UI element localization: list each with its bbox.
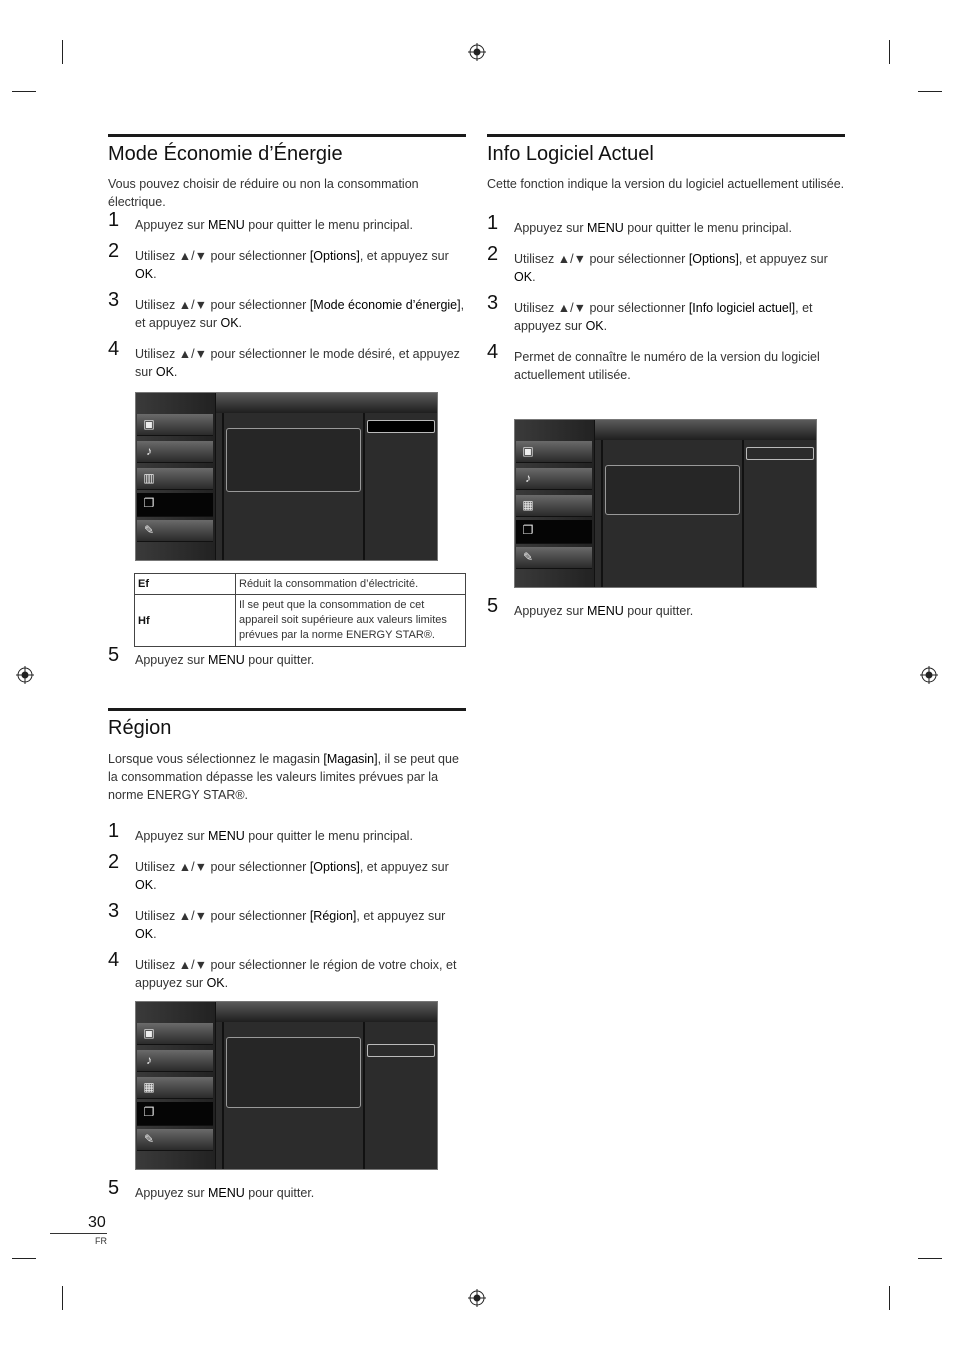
registration-mark-icon — [920, 666, 938, 684]
section-energy-saving — [108, 134, 466, 381]
step-5: 5 Appuyez sur MENU pour quitter. — [108, 1177, 315, 1200]
step-5: 5 Appuyez sur MENU pour quitter. — [487, 595, 694, 618]
registration-mark-icon — [16, 666, 34, 684]
section-software-info — [487, 134, 845, 384]
step-5: 5 Appuyez sur MENU pour quitter. — [108, 644, 315, 667]
step-number: 1 — [108, 820, 120, 842]
step-number: 5 — [108, 1177, 120, 1199]
page-number: 30 — [88, 1214, 106, 1231]
menu-divider — [601, 440, 603, 587]
language-icon: ✎ — [143, 1132, 155, 1146]
step-number: 4 — [108, 949, 120, 971]
sound-icon: ♪ — [525, 471, 531, 485]
menu-category-column — [515, 420, 595, 587]
step-number: 2 — [487, 243, 499, 265]
registration-mark-icon — [468, 43, 486, 61]
step-number: 3 — [108, 900, 120, 922]
step-number: 2 — [108, 240, 120, 262]
step-3: 3 Utilisez ▲/▼ pour sélectionner [Mode économie d’énergie], et appuyez sur OK. — [108, 289, 465, 330]
crop-mark — [62, 40, 63, 64]
menu-content-panel — [226, 428, 361, 492]
table-cell-desc: Réduit la consommation d’électricité. — [236, 574, 466, 595]
crop-mark — [918, 91, 942, 92]
menu-item-picture — [137, 1023, 213, 1045]
section-title: Info Logiciel Actuel — [487, 134, 845, 166]
step-number: 5 — [108, 644, 120, 666]
step-3: 3 Utilisez ▲/▼ pour sélectionner [Région], et appuyez sur OK. — [108, 900, 446, 941]
intro-text: Lorsque vous sélectionnez le magasin [Magasin], il se peut que la consommation dépasse les valeurs limites prévues par la norme ENERGY STAR®. — [108, 752, 459, 802]
step-number: 1 — [108, 209, 120, 231]
language-code: FR — [95, 1236, 107, 1246]
menu-category-column — [136, 1002, 216, 1169]
setup-icon: ▥ — [143, 471, 155, 485]
sound-icon: ♪ — [146, 444, 152, 458]
picture-icon: ▣ — [143, 417, 155, 431]
options-table — [134, 573, 466, 647]
menu-category-column — [136, 393, 216, 560]
crop-mark — [12, 1258, 36, 1259]
step-number: 4 — [487, 341, 499, 363]
step-1: 1 Appuyez sur MENU pour quitter le menu principal. — [487, 212, 792, 235]
menu-content-panel — [605, 465, 740, 515]
setup-icon: ▦ — [143, 1080, 155, 1094]
menu-content-panel — [226, 1037, 361, 1108]
menu-divider — [363, 1022, 365, 1169]
step-2: 2 Utilisez ▲/▼ pour sélectionner [Options], et appuyez sur OK. — [487, 243, 828, 284]
menu-item-options — [137, 493, 213, 517]
menu-item-options — [137, 1102, 213, 1126]
intro-text: Cette fonction indique la version du logiciel actuellement utilisée. — [487, 177, 845, 191]
crop-mark — [62, 1286, 63, 1310]
step-number: 3 — [487, 292, 499, 314]
menu-divider — [742, 440, 744, 587]
menu-divider — [363, 413, 365, 560]
step-1: 1 Appuyez sur MENU pour quitter le menu principal. — [108, 209, 413, 232]
options-icon: ❐ — [143, 1105, 155, 1119]
menu-item-setup — [137, 1077, 213, 1099]
step-number: 1 — [487, 212, 499, 234]
picture-icon: ▣ — [143, 1026, 155, 1040]
crop-mark — [918, 1258, 942, 1259]
step-4: 4 Permet de connaître le numéro de la version du logiciel actuellement utilisée. — [487, 341, 820, 382]
page-number-rule — [50, 1233, 107, 1234]
step-number: 4 — [108, 338, 120, 360]
language-icon: ✎ — [522, 550, 534, 564]
menu-divider — [222, 413, 224, 560]
registration-mark-icon — [468, 1289, 486, 1307]
step-number: 2 — [108, 851, 120, 873]
menu-item-picture — [137, 414, 213, 436]
menu-item-language — [137, 520, 213, 542]
menu-screenshot — [514, 419, 817, 588]
crop-mark — [12, 91, 36, 92]
sound-icon: ♪ — [146, 1053, 152, 1067]
crop-mark — [889, 1286, 890, 1310]
menu-option — [367, 1044, 435, 1057]
menu-item-sound — [137, 441, 213, 463]
menu-screenshot — [135, 392, 438, 561]
picture-icon: ▣ — [522, 444, 534, 458]
table-row — [135, 574, 466, 595]
menu-option-selected — [367, 420, 435, 433]
menu-item-sound — [137, 1050, 213, 1072]
menu-item-language — [516, 547, 592, 569]
language-icon: ✎ — [143, 523, 155, 537]
menu-item-setup — [137, 468, 213, 490]
step-4: 4 Utilisez ▲/▼ pour sélectionner le région de votre choix, et appuyez sur OK. — [108, 949, 457, 990]
menu-item-picture — [516, 441, 592, 463]
step-number: 3 — [108, 289, 120, 311]
menu-option — [746, 447, 814, 460]
menu-item-sound — [516, 468, 592, 490]
step-number: 5 — [487, 595, 499, 617]
table-row — [135, 595, 466, 647]
step-1: 1 Appuyez sur MENU pour quitter le menu principal. — [108, 820, 413, 843]
section-title: Mode Économie d’Énergie — [108, 134, 466, 166]
step-2: 2 Utilisez ▲/▼ pour sélectionner [Options], et appuyez sur OK. — [108, 851, 449, 892]
intro-text: Vous pouvez choisir de réduire ou non la consommation électrique. — [108, 177, 419, 209]
section-region — [108, 708, 466, 992]
table-cell-key: Hf — [135, 595, 236, 647]
section-title: Région — [108, 708, 466, 740]
options-icon: ❐ — [522, 523, 534, 537]
step-4: 4 Utilisez ▲/▼ pour sélectionner le mode désiré, et appuyez sur OK. — [108, 338, 460, 379]
table-cell-desc: Il se peut que la consommation de cet appareil soit supérieure aux valeurs limites prévues par la norme ENERGY STAR®. — [236, 595, 466, 647]
options-icon: ❐ — [143, 496, 155, 510]
menu-item-language — [137, 1129, 213, 1151]
menu-item-setup — [516, 495, 592, 517]
table-cell-key: Ef — [135, 574, 236, 595]
step-2: 2 Utilisez ▲/▼ pour sélectionner [Options], et appuyez sur OK. — [108, 240, 449, 281]
menu-item-options — [516, 520, 592, 544]
step-3: 3 Utilisez ▲/▼ pour sélectionner [Info logiciel actuel], et appuyez sur OK. — [487, 292, 813, 333]
crop-mark — [889, 40, 890, 64]
menu-divider — [222, 1022, 224, 1169]
menu-screenshot — [135, 1001, 438, 1170]
setup-icon: ▦ — [522, 498, 534, 512]
